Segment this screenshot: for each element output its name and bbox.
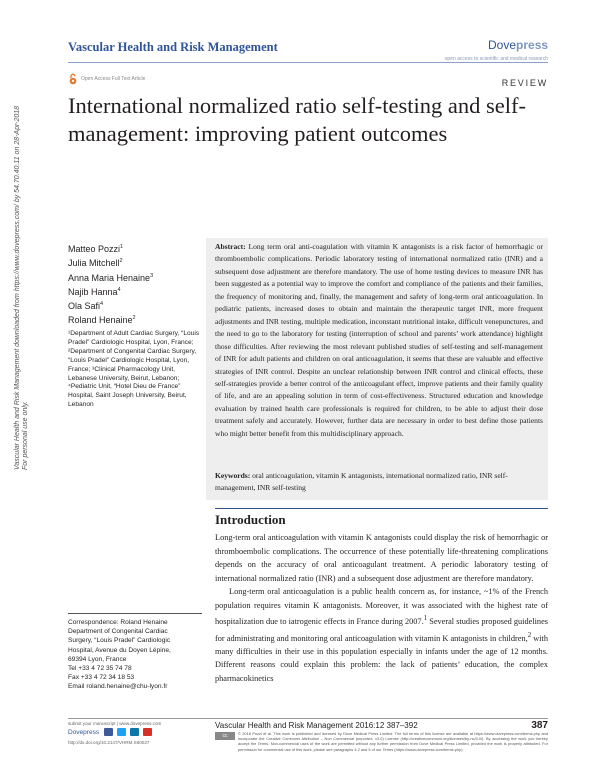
- abstract-text: Long term oral anti-coagulation with vitamin K antagonists is a risk factor of hemorrhagic or thromboembolic complications. Periodic laboratory testing of international normalized ratio (INR) and a subsequent dose adjustment are therefore mandatory. The use of home testing devices to measure INR has been suggested as a potential way to improve the comfort and compliance of the patients and their families, the frequency of monitoring and, finally, the management and safety of long-term oral anticoagulation. In pediatric patients, increased doses to obtain and maintain the therapeutic target INR, more frequent adjustments and INR testing, multiple medication, inconstant nutritional intake, difficult venepunctures, and the need to go to the laboratory for testing (interruption of school and parents’ work attendance) highlight those difficulties. After reviewing the most relevant published studies of self-testing and self-management of INR for adult patients and children on oral anticoagulation, it seems that these are valuable and effective strategies of INR control. Despite an unclear relationship between INR control and clinical effects, these self-strategies provide a better control of the anticoagulant effect, improve patients and their family quality of life, and are an appealing solution in term of cost-effectiveness. Structured education and knowledge evaluation by trained health care professionals is required for children, to be able to adjust their dose treatment safely and accurately. However, further data are necessary in order to best define those patients who might better benefit from this multidisciplinary approach.: [215, 242, 543, 438]
- citation-ref[interactable]: 1: [423, 615, 428, 623]
- youtube-icon[interactable]: [143, 728, 152, 736]
- correspondence-line: Fax +33 4 72 34 18 53: [68, 674, 135, 682]
- correspondence-line: Tel +33 4 72 35 74 78: [68, 665, 132, 673]
- journal-citation: Vascular Health and Risk Management 2016:12 387–392: [215, 721, 418, 730]
- article-title: International normalized ratio self-testing and self-management: improving patient outcomes: [68, 93, 526, 146]
- journal-title: Vascular Health and Risk Management: [68, 40, 278, 54]
- citation-ref[interactable]: 2: [527, 631, 532, 639]
- open-access-label: Open Access Full Text Article: [81, 76, 146, 82]
- author-list: [68, 241, 153, 327]
- doi-link[interactable]: http://dx.doi.org/10.2147/VHRM.S60027: [68, 740, 150, 745]
- section-heading: Introduction: [215, 512, 286, 527]
- page-number: 387: [531, 720, 548, 731]
- author: Julia Mitchell$^2$: [68, 258, 123, 269]
- author: Roland Henaine$^2$: [68, 315, 136, 326]
- author: Anna Maria Henaine$^3$: [68, 272, 154, 283]
- correspondence: [68, 618, 204, 692]
- linkedin-icon[interactable]: [130, 728, 139, 736]
- affiliations: ¹Department of Adult Cardiac Surgery, “Louis Pradel” Cardiologic Hospital, Lyon, France; ²Department of Congenital Cardiac Surgery, “Louis Pradel” Cardiologic Hospital, Lyon, France; ³Clinical Pharmacology Unit, Lebanese University, Beirut, Lebanon; ⁴Pediatric Unit, “Hotel Dieu de France” Hospital, Saint Joseph University, Beirut, Lebanon: [68, 330, 200, 409]
- author: Najib Hanna$^4$: [68, 286, 121, 297]
- download-note-line: For personal use only.: [22, 401, 29, 470]
- correspondence-line: 69394 Lyon, France: [68, 655, 127, 663]
- brand-tagline: open access to scientific and medical research: [444, 56, 548, 62]
- cc-license-icon[interactable]: cc: [215, 732, 235, 740]
- abstract-label: Abstract:: [215, 242, 246, 251]
- brand-suffix: press: [516, 38, 549, 52]
- keywords: [215, 470, 543, 495]
- correspondence-line: Surgery, “Louis Pradel” Cardiologic: [68, 637, 171, 645]
- article-type: REVIEW: [501, 78, 548, 88]
- correspondence-email[interactable]: Email roland.henaine@chu-lyon.fr: [68, 683, 168, 691]
- open-access-icon: [68, 73, 78, 85]
- keywords-text: oral anticoagulation, vitamin K antagonists, international normalized ratio, INR self-management, INR self-testing: [215, 471, 508, 493]
- dovepress-logo: [488, 38, 548, 52]
- author: Ola Safi$^4$: [68, 301, 104, 312]
- correspondence-line: Hospital, Avenue du Doyen Lépine,: [68, 646, 171, 654]
- correspondence-line: Correspondence: Roland Henaine: [68, 619, 168, 626]
- intro-body: [215, 531, 548, 686]
- download-note-line: Vascular Health and Risk Management downloaded from https://www.dovepress.com/ by 54.70.40.11 on 28-Apr-2018: [14, 105, 21, 470]
- header-divider: [68, 62, 548, 63]
- abstract: [215, 241, 543, 440]
- brand-prefix: Dove: [488, 38, 517, 52]
- correspondence-divider: [68, 613, 202, 614]
- footer-divider: [68, 718, 548, 719]
- intro-divider: [215, 508, 548, 509]
- social-links: [104, 728, 152, 736]
- dovepress-footer-logo: Dovepress: [68, 729, 100, 736]
- correspondence-line: Department of Congenital Cardiac: [68, 628, 168, 636]
- facebook-icon[interactable]: [104, 728, 113, 736]
- twitter-icon[interactable]: [117, 728, 126, 736]
- license-text: © 2016 Pozzi et al. This work is published and licensed by Dove Medical Press Limited. The full terms of this license are available at https://www.dovepress.com/terms.php and incorporate the Creative Commons Attribution – Non Commercial (unported, v3.0) License (http://creativecommons.org/licenses/by-nc/3.0/). By accessing the work you hereby accept the Terms. Non-commercial uses of the work are permitted without any further permission from Dove Medical Press Limited, provided the work is properly attributed. For permission for commercial use of this work, please see paragraphs 4.2 and 5 of our Terms (https://www.dovepress.com/terms.php).: [238, 731, 548, 752]
- submit-link[interactable]: submit your manuscript | www.dovepress.com: [68, 721, 162, 726]
- author: Matteo Pozzi$^1$: [68, 244, 124, 254]
- keywords-label: Keywords:: [215, 471, 251, 480]
- download-note: [14, 0, 30, 470]
- intro-paragraph: Long-term oral anticoagulation is a public health concern as, for instance, ~1% of the French population requires vitamin K antagonists. Moreover, it was associated with the highest rate of hospitalization due to iatrogenic effects in France during 2007.$^1$ Several studies proposed guidelines for administrating and monitoring oral anticoagulation with vitamin K antagonists in children,$^2$ with many difficulties in their use in this population especially in infants under the age of 12 months. Different reasons could explain this problem: the lack of patients’ education, the complex pharmacokinetics: [215, 587, 548, 683]
- intro-paragraph: Long-term oral anticoagulation with vitamin K antagonists could display the risk of hemorrhagic or thromboembolic complications. The occurrence of these potentially life-threatening complications depends on the accuracy of oral anticoagulant treatment. A periodic laboratory testing of international normalized ratio (INR) and a subsequent dose adjustment are therefore mandatory.: [215, 533, 548, 583]
